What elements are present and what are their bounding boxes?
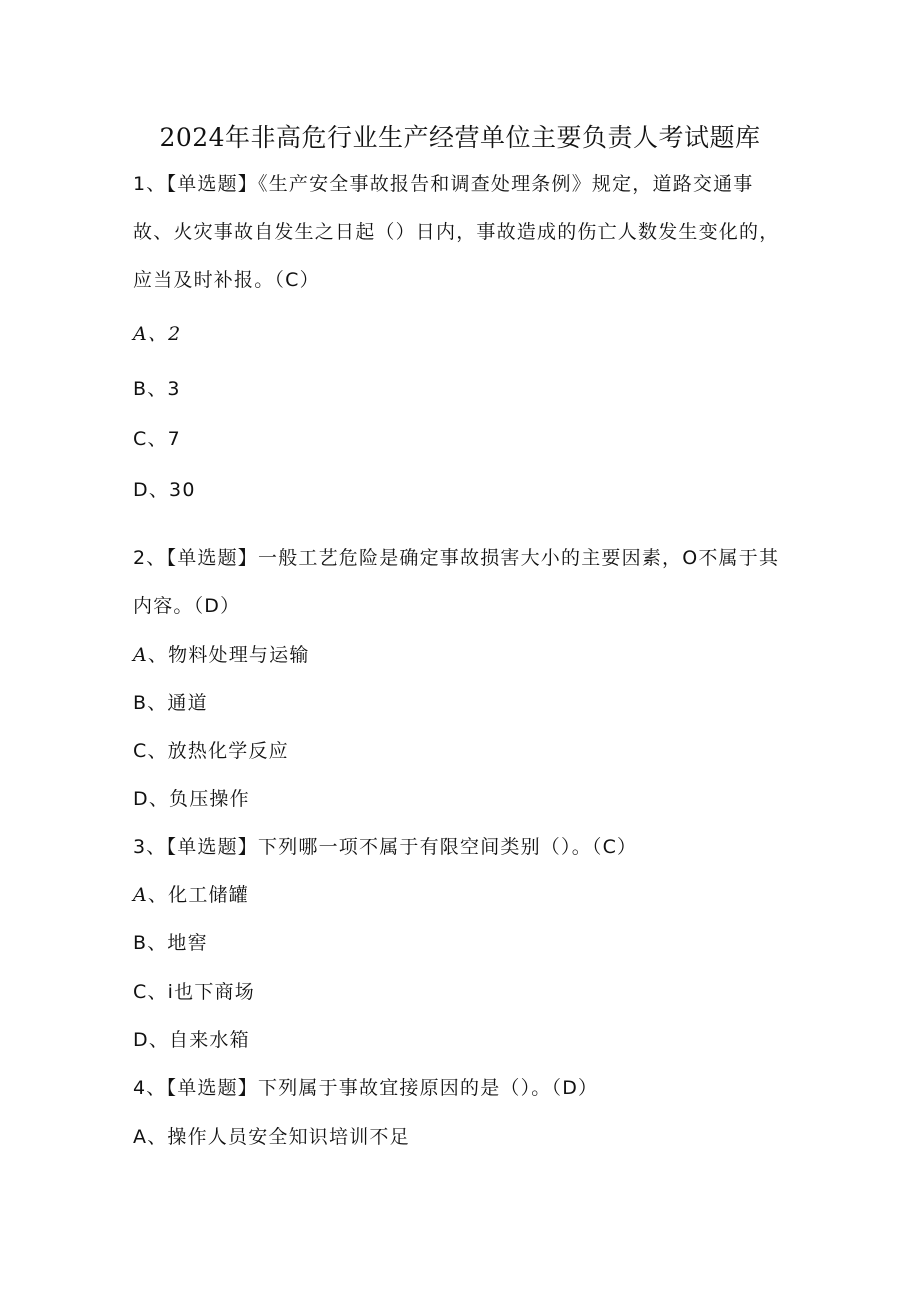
question-2-stem: 2、【单选题】一般工艺危险是确定事故损害大小的主要因素，O不属于其内容。（D） bbox=[133, 547, 780, 617]
option-letter: A bbox=[133, 644, 148, 666]
option-text: 、化工储罐 bbox=[147, 884, 249, 906]
question-3-option-d: D、自来水箱 bbox=[133, 1029, 250, 1051]
option-letter: A bbox=[133, 884, 148, 906]
question-3-option-c: C、i也下商场 bbox=[133, 981, 255, 1003]
question-4-stem: 4、【单选题】下列属于事故宜接原因的是（）。（D） bbox=[133, 1077, 599, 1099]
question-2-option-a bbox=[133, 643, 310, 667]
question-2-option-c: C、放热化学反应 bbox=[133, 740, 289, 762]
question-1-option-a: A、2 bbox=[133, 323, 182, 345]
option-text: 、物料处理与运输 bbox=[147, 644, 310, 666]
question-1-option-d: D、30 bbox=[133, 479, 196, 501]
question-3-option-a bbox=[133, 883, 249, 907]
question-2-option-b: B、通道 bbox=[133, 692, 208, 714]
document-title: 2024年非高危行业生产经营单位主要负责人考试题库 bbox=[159, 123, 761, 152]
question-1-stem: 1、【单选题】《生产安全事故报告和调查处理条例》规定，道路交通事故、火灾事故自发生之日起（）日内，事故造成的伤亡人数发生变化的，应当及时补报。（C） bbox=[133, 173, 780, 291]
question-2-option-d: D、负压操作 bbox=[133, 788, 250, 810]
question-3-stem: 3、【单选题】下列哪一项不属于有限空间类别（）。（C） bbox=[133, 836, 638, 858]
question-4-option-a: A、操作人员安全知识培训不足 bbox=[133, 1126, 410, 1148]
question-1-option-b: B、3 bbox=[133, 378, 181, 400]
question-3-option-b: B、地窖 bbox=[133, 932, 208, 954]
question-1-option-c: C、7 bbox=[133, 428, 181, 450]
